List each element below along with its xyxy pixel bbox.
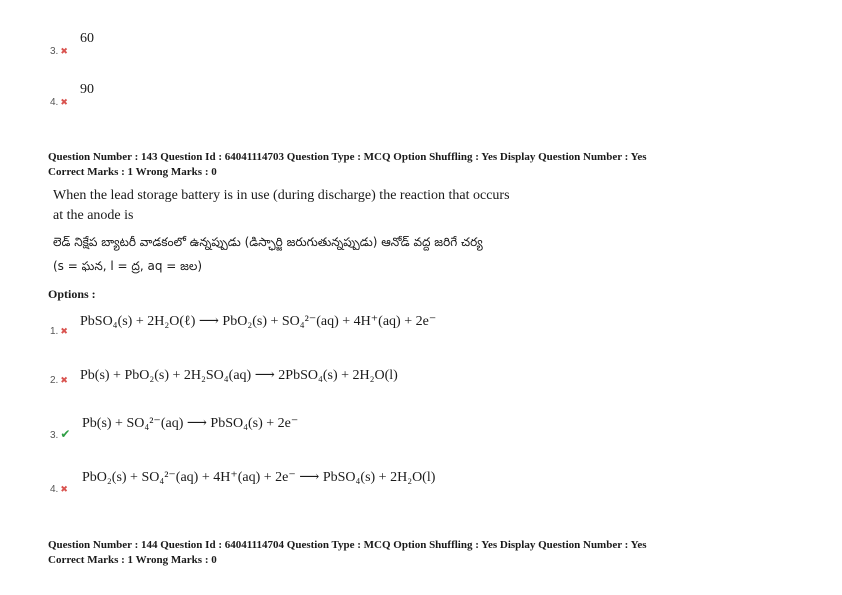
wrong-mark-icon: ✖ [60, 484, 68, 494]
option-value: 60 [80, 31, 94, 46]
wrong-mark-icon: ✖ [60, 375, 68, 385]
option-value: 90 [80, 82, 94, 97]
option-number [50, 427, 70, 441]
question-text-telugu: (s = ఘన, l = ద్ర, aq = జల) [53, 259, 203, 273]
options-label: Options : [48, 287, 96, 301]
option-number-label: 2. [50, 375, 59, 386]
wrong-mark-icon: ✖ [60, 97, 68, 107]
option-equation: PbSO₄(s) + 2H₂O(ℓ) ⟶ PbO₂(s) + SO₄²⁻(aq) + 4H⁺(aq) + 2e⁻ [80, 314, 437, 329]
wrong-mark-icon: ✖ [60, 326, 68, 336]
option-number [50, 46, 68, 57]
question-text-line: at the anode is [53, 208, 134, 223]
question-text-telugu: లెడ్ నిక్షేప బ్యాటరీ వాడకంలో ఉన్నప్పుడు (డిస్ఛార్జి జరుగుతున్నప్పుడు) ఆనోడ్ వద్ద జరిగే చర్య [53, 235, 483, 249]
option-equation: Pb(s) + SO₄²⁻(aq) ⟶ PbSO₄(s) + 2e⁻ [82, 416, 299, 431]
option-equation: Pb(s) + PbO₂(s) + 2H₂SO₄(aq) ⟶ 2PbSO₄(s) + 2H₂O(l) [80, 368, 398, 383]
option-number [50, 484, 68, 495]
option-number-label: 3. [50, 430, 59, 441]
option-number [50, 97, 68, 108]
question-text-line: When the lead storage battery is in use (during discharge) the reaction that occurs [53, 188, 510, 203]
option-equation: PbO₂(s) + SO₄²⁻(aq) + 4H⁺(aq) + 2e⁻ ⟶ PbSO₄(s) + 2H₂O(l) [82, 470, 436, 485]
question-marks: Correct Marks : 1 Wrong Marks : 0 [48, 554, 217, 566]
option-number-label: 1. [50, 326, 59, 337]
option-number-label: 4. [50, 97, 59, 108]
question-marks: Correct Marks : 1 Wrong Marks : 0 [48, 166, 217, 178]
option-number-label: 4. [50, 484, 59, 495]
option-number-label: 3. [50, 46, 59, 57]
question-meta: Question Number : 143 Question Id : 64041114703 Question Type : MCQ Option Shuffling : Yes Display Question Number : Yes [48, 151, 647, 163]
check-mark-icon: ✔ [60, 427, 71, 441]
question-meta: Question Number : 144 Question Id : 64041114704 Question Type : MCQ Option Shuffling : Yes Display Question Number : Yes [48, 539, 647, 551]
option-number [50, 375, 68, 386]
wrong-mark-icon: ✖ [60, 46, 68, 56]
option-number [50, 326, 68, 337]
